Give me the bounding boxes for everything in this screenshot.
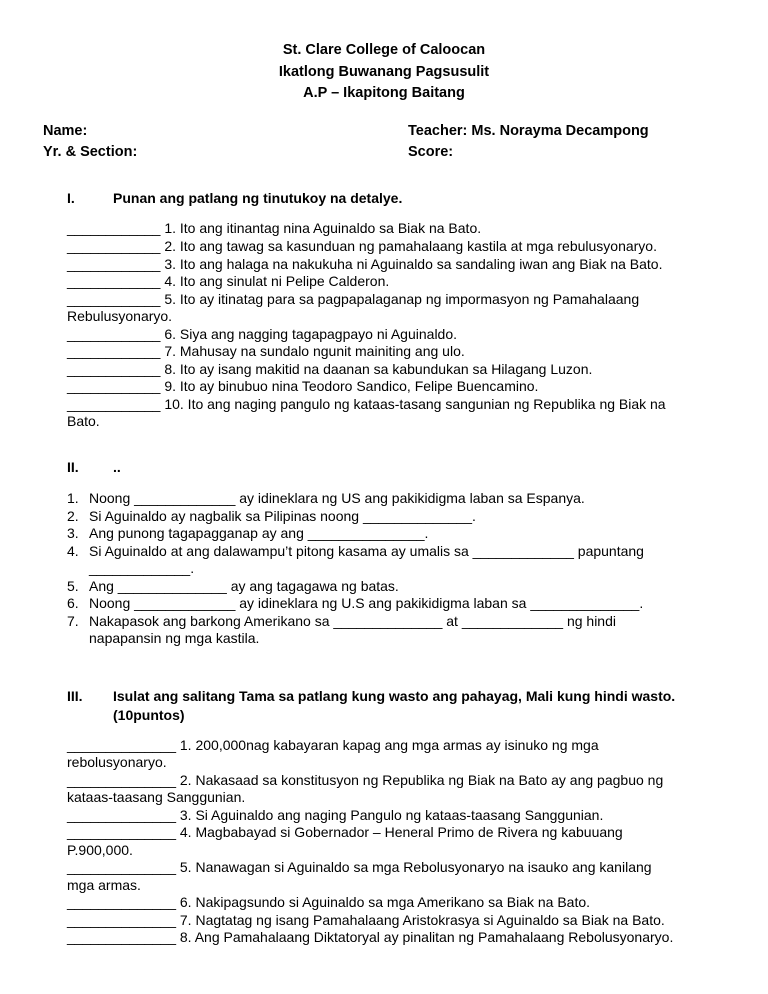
item-number: 2. <box>67 508 79 524</box>
item-text: Si Aguinaldo at ang dalawampu’t pitong kasama ay umalis sa _____________ papuntang <box>89 543 644 559</box>
section1-line: Rebulusyonaryo. <box>67 308 173 324</box>
section1-line: ____________ 6. Siya ang nagging tagapagpayo ni Aguinaldo. <box>67 326 458 342</box>
section3-points: (10puntos) <box>113 707 185 723</box>
item-text: Ang punong tagapagganap ay ang _______________. <box>89 525 429 541</box>
section3-line: P.900,000. <box>67 842 133 858</box>
section1-number: I. <box>67 190 75 206</box>
section3-line: ______________ 6. Nakipagsundo si Aguinaldo sa mga Amerikano sa Biak na Bato. <box>67 894 591 910</box>
section1-line: ____________ 4. Ito ang sinulat ni Pelipe Calderon. <box>67 273 390 289</box>
teacher-label: Teacher: Ms. Norayma Decampong <box>408 123 649 139</box>
list-item <box>67 559 194 577</box>
subject-title: A.P – Ikapitong Baitang <box>303 85 465 101</box>
item-number: 6. <box>67 595 79 611</box>
section3-line: kataas-taasang Sanggunian. <box>67 789 246 805</box>
section1-title: Punan ang patlang ng tinutukoy na detalye. <box>113 190 403 206</box>
item-text: Noong _____________ ay idineklara ng U.S ang pakikidigma laban sa ______________. <box>89 595 644 611</box>
item-text: Noong _____________ ay idineklara ng US ang pakikidigma laban sa Espanya. <box>89 490 585 506</box>
section-label: Yr. & Section: <box>43 144 138 160</box>
list-item <box>67 594 643 612</box>
section3-title: Isulat ang salitang Tama sa patlang kung wasto ang pahayag, Mali kung hindi wasto. <box>113 688 676 704</box>
item-number: 4. <box>67 543 79 559</box>
item-number: 1. <box>67 490 79 506</box>
section1-line: ____________ 1. Ito ang itinantag nina Aguinaldo sa Biak na Bato. <box>67 220 482 236</box>
section1-line: ____________ 10. Ito ang naging pangulo ng kataas-tasang sangunian ng Republika ng Biak na <box>67 396 666 412</box>
list-item <box>67 577 399 595</box>
section1-line: ____________ 3. Ito ang halaga na nakukuha ni Aguinaldo sa sandaling iwan ang Biak na Bato. <box>67 256 663 272</box>
item-text: Nakapasok ang barkong Amerikano sa ______________ at _____________ ng hindi <box>89 613 616 629</box>
section3-line: mga armas. <box>67 877 141 893</box>
exam-title: Ikatlong Buwanang Pagsusulit <box>278 64 490 80</box>
item-number: 7. <box>67 613 79 629</box>
item-number: 3. <box>67 525 79 541</box>
section1-line: ____________ 7. Mahusay na sundalo ngunit mainiting ang ulo. <box>67 343 465 359</box>
section3-line: ______________ 4. Magbabayad si Gobernador – Heneral Primo de Rivera ng kabuuang <box>67 824 623 840</box>
list-item <box>67 507 476 525</box>
section1-line: Bato. <box>67 413 100 429</box>
section1-line: ____________ 8. Ito ay isang makitid na daanan sa kabundukan sa Hilagang Luzon. <box>67 361 593 377</box>
school-name: St. Clare College of Caloocan <box>282 42 486 58</box>
section1-line: ____________ 5. Ito ay itinatag para sa pagpapalaganap ng impormasyon ng Pamahalaang <box>67 291 640 307</box>
list-item <box>67 612 616 630</box>
item-number: 5. <box>67 578 79 594</box>
section3-line: ______________ 5. Nanawagan si Aguinaldo sa mga Rebolusyonaryo na isauko ang kanilang <box>67 859 652 875</box>
section3-line: ______________ 7. Nagtatag ng isang Pamahalaang Aristokrasya si Aguinaldo sa Biak na Bato. <box>67 912 665 928</box>
section3-line: ______________ 1. 200,000nag kabayaran kapag ang mga armas ay isinuko ng mga <box>67 737 599 753</box>
section3-line: ______________ 3. Si Aguinaldo ang naging Pangulo ng kataas-taasang Sanggunian. <box>67 807 604 823</box>
name-label: Name: <box>43 123 88 139</box>
list-item <box>67 524 428 542</box>
item-text: _____________. <box>89 560 195 576</box>
list-item <box>67 489 585 507</box>
list-item <box>67 629 259 647</box>
section1-line: ____________ 9. Ito ay binubuo nina Teodoro Sandico, Felipe Buencamino. <box>67 378 539 394</box>
section3-number: III. <box>67 688 83 704</box>
item-text: Ang ______________ ay ang tagagawa ng batas. <box>89 578 399 594</box>
section1-line: ____________ 2. Ito ang tawag sa kasunduan ng pamahalaang kastila at mga rebulusyonaryo. <box>67 238 657 254</box>
section2-title: .. <box>113 459 121 475</box>
item-text: napapansin ng mga kastila. <box>89 630 260 646</box>
item-text: Si Aguinaldo ay nagbalik sa Pilipinas noong ______________. <box>89 508 476 524</box>
section3-line: rebolusyonaryo. <box>67 754 167 770</box>
list-item <box>67 542 644 560</box>
section3-line: ______________ 8. Ang Pamahalaang Diktatoryal ay pinalitan ng Pamahalaang Rebolusyonaryo. <box>67 929 674 945</box>
section2-number: II. <box>67 459 79 475</box>
section3-line: ______________ 2. Nakasaad sa konstitusyon ng Republika ng Biak na Bato ay ang pagbuo ng <box>67 772 664 788</box>
score-label: Score: <box>408 144 454 160</box>
